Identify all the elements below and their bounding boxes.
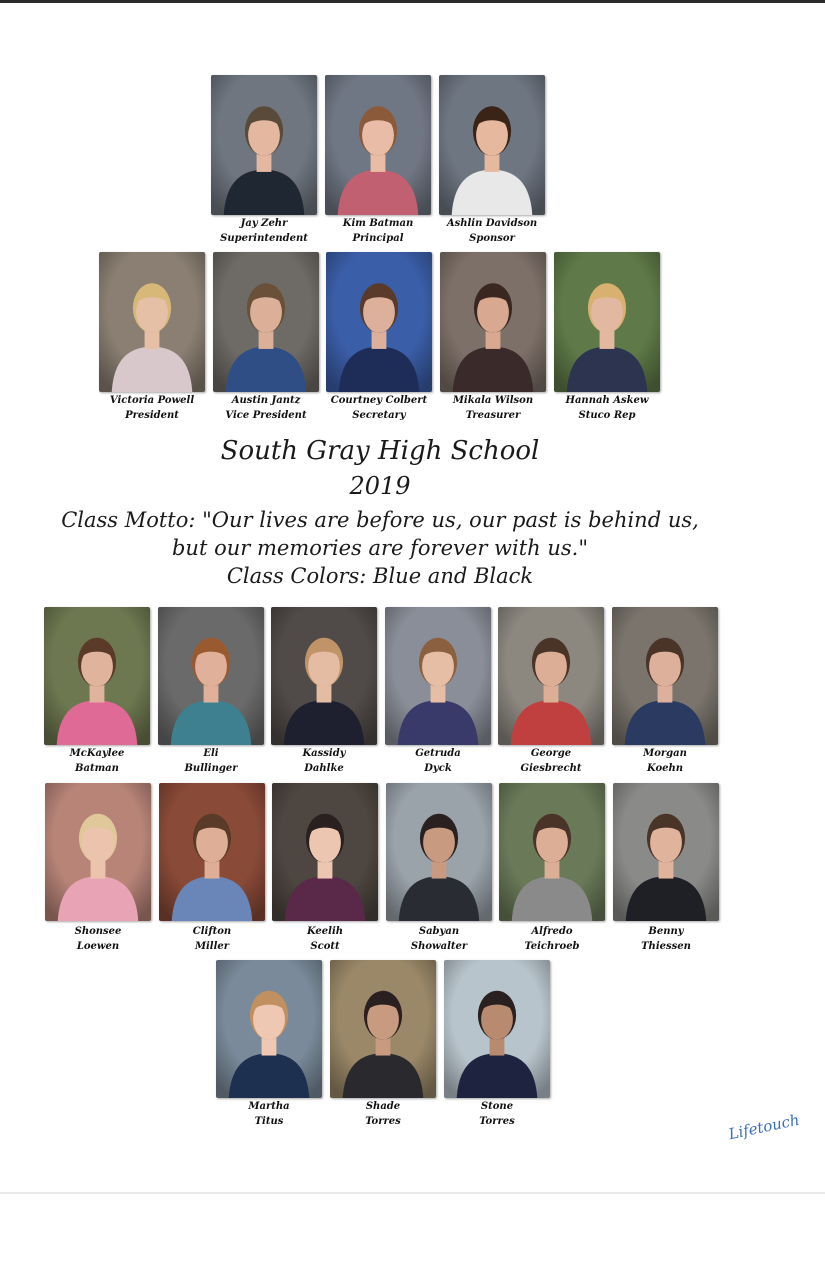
portrait-photo (554, 252, 660, 392)
portrait-image (386, 783, 492, 921)
first-name: Sabyan (418, 926, 460, 937)
person-role: Vice President (225, 410, 307, 421)
portrait-photo (440, 252, 546, 392)
portrait-image (326, 252, 432, 392)
lifetouch-signature: Lifetouch (726, 1110, 802, 1144)
portrait-image (613, 783, 719, 921)
last-name: Torres (479, 1116, 515, 1127)
last-name: Showalter (410, 941, 468, 952)
person-name: Hannah Askew (565, 395, 649, 406)
last-name: Loewen (76, 941, 120, 952)
portrait-image (99, 252, 205, 392)
portrait-image (498, 607, 604, 745)
class-motto-line1: Class Motto: "Our lives are before us, our past is behind us, (61, 508, 699, 532)
portrait-caption (264, 746, 384, 776)
portrait-photo (613, 783, 719, 921)
portrait-image (439, 75, 545, 215)
portrait-image (158, 607, 264, 745)
last-name: Dahlke (304, 763, 344, 774)
person-name: Kim Batman (342, 218, 414, 229)
portrait-photo (211, 75, 317, 215)
portrait-image (499, 783, 605, 921)
portrait-caption (92, 393, 212, 423)
last-name: Dyck (424, 763, 452, 774)
person-role: Stuco Rep (578, 410, 636, 421)
last-name: Titus (254, 1116, 284, 1127)
last-name: Scott (310, 941, 340, 952)
portrait-caption (323, 1099, 443, 1129)
portrait-image (444, 960, 550, 1098)
class-colors: Class Colors: Blue and Black (226, 564, 534, 588)
portrait-photo (213, 252, 319, 392)
first-name: Clifton (192, 926, 232, 937)
portrait-caption (606, 924, 726, 954)
portrait-photo (272, 783, 378, 921)
portrait-photo (99, 252, 205, 392)
first-name: Eli (203, 748, 219, 759)
portrait-image (213, 252, 319, 392)
last-name: Batman (75, 763, 119, 774)
portrait-caption (209, 1099, 329, 1129)
portrait-photo (499, 783, 605, 921)
first-name: Martha (248, 1101, 290, 1112)
portrait-image (385, 607, 491, 745)
portrait-image (440, 252, 546, 392)
first-name: Stone (480, 1101, 514, 1112)
person-role: Secretary (352, 410, 406, 421)
last-name: Bullinger (184, 763, 238, 774)
portrait-photo (216, 960, 322, 1098)
portrait-caption (547, 393, 667, 423)
portrait-photo (439, 75, 545, 215)
last-name: Torres (365, 1116, 401, 1127)
portrait-photo (159, 783, 265, 921)
portrait-photo (498, 607, 604, 745)
portrait-image (271, 607, 377, 745)
first-name: Benny (648, 926, 684, 937)
last-name: Teichroeb (524, 941, 580, 952)
school-name: South Gray High School (220, 436, 540, 466)
person-name: Austin Jantz (231, 395, 301, 406)
portrait-caption (318, 216, 438, 246)
person-role: President (125, 410, 179, 421)
portrait-caption (605, 746, 725, 776)
first-name: Getruda (415, 748, 461, 759)
person-role: Sponsor (469, 233, 515, 244)
portrait-caption (319, 393, 439, 423)
last-name: Giesbrecht (520, 763, 582, 774)
person-name: Mikala Wilson (452, 395, 534, 406)
person-name: Ashlin Davidson (446, 218, 538, 229)
class-year: 2019 (349, 472, 411, 500)
first-name: George (530, 748, 572, 759)
portrait-caption (433, 393, 553, 423)
portrait-image (330, 960, 436, 1098)
portrait-caption (379, 924, 499, 954)
person-role: Superintendent (220, 233, 308, 244)
portrait-caption (152, 924, 272, 954)
portrait-image (612, 607, 718, 745)
portrait-caption (265, 924, 385, 954)
portrait-image (159, 783, 265, 921)
person-name: Jay Zehr (240, 218, 288, 229)
portrait-photo (325, 75, 431, 215)
portrait-caption (491, 746, 611, 776)
portrait-image (325, 75, 431, 215)
first-name: Kassidy (302, 748, 346, 759)
first-name: Keelih (306, 926, 344, 937)
portrait-caption (378, 746, 498, 776)
portrait-caption (206, 393, 326, 423)
portrait-image (216, 960, 322, 1098)
portrait-caption (204, 216, 324, 246)
portrait-photo (45, 783, 151, 921)
portrait-photo (44, 607, 150, 745)
portrait-image (44, 607, 150, 745)
portrait-caption (151, 746, 271, 776)
first-name: Alfredo (531, 926, 573, 937)
person-role: Principal (352, 233, 404, 244)
portrait-photo (444, 960, 550, 1098)
person-role: Treasurer (465, 410, 521, 421)
portrait-photo (158, 607, 264, 745)
portrait-image (554, 252, 660, 392)
bottom-border (0, 1192, 825, 1194)
first-name: Shonsee (74, 926, 122, 937)
class-motto-line2: but our memories are forever with us." (171, 536, 588, 560)
portrait-caption (38, 924, 158, 954)
portrait-image (272, 783, 378, 921)
portrait-caption (37, 746, 157, 776)
portrait-image (211, 75, 317, 215)
person-name: Courtney Colbert (330, 395, 428, 406)
portrait-photo (271, 607, 377, 745)
first-name: Morgan (643, 748, 687, 759)
portrait-photo (330, 960, 436, 1098)
last-name: Miller (194, 941, 230, 952)
person-name: Victoria Powell (109, 395, 195, 406)
portrait-caption (437, 1099, 557, 1129)
last-name: Koehn (646, 763, 684, 774)
top-border (0, 0, 825, 3)
portrait-photo (386, 783, 492, 921)
portrait-caption (492, 924, 612, 954)
portrait-photo (385, 607, 491, 745)
first-name: Shade (365, 1101, 401, 1112)
last-name: Thiessen (641, 941, 691, 952)
portrait-image (45, 783, 151, 921)
portrait-caption (432, 216, 552, 246)
portrait-photo (612, 607, 718, 745)
first-name: McKaylee (69, 748, 125, 759)
portrait-photo (326, 252, 432, 392)
